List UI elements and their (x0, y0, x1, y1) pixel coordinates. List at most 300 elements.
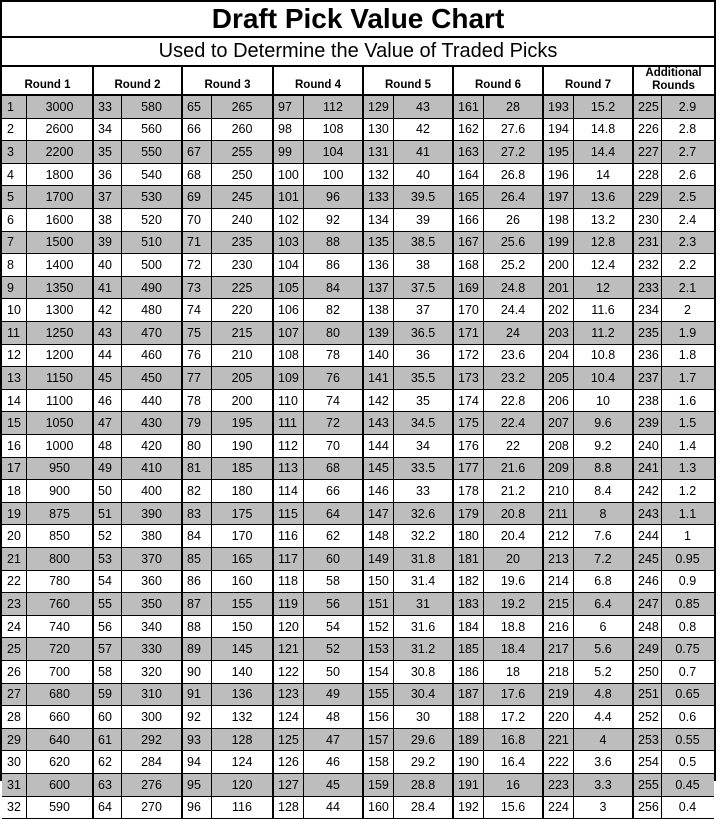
pick-value: 284 (141, 755, 162, 770)
pick-value: 1400 (45, 257, 74, 272)
pick-number: 136 (368, 257, 389, 272)
table-row (2, 684, 714, 707)
pick-number: 225 (633, 96, 661, 118)
pick-number: 203 (543, 322, 573, 344)
column-header: Round 7 (543, 65, 633, 96)
pick-number: 156 (368, 709, 389, 724)
pick-number: 252 (638, 709, 659, 724)
pick-number: 230 (638, 212, 659, 227)
pick-value: 2.4 (678, 212, 697, 227)
pick-number: 79 (182, 412, 211, 434)
pick-value: 31.4 (410, 574, 436, 589)
pick-value: 350 (121, 593, 182, 615)
pick-value: 950 (26, 458, 93, 480)
pick-number: 45 (93, 367, 121, 389)
pick-number: 88 (187, 619, 201, 634)
pick-value: 13.2 (590, 212, 616, 227)
pick-value: 6.8 (594, 574, 612, 589)
pick-number: 238 (638, 393, 659, 408)
pick-value: 5.2 (594, 664, 612, 679)
pick-number: 243 (633, 503, 661, 525)
pick-number: 53 (93, 548, 121, 570)
pick-value: 25.6 (483, 232, 543, 254)
pick-number: 36 (98, 167, 112, 182)
pick-value: 320 (141, 664, 162, 679)
pick-value: 0.45 (661, 774, 714, 796)
pick-number: 200 (548, 257, 569, 272)
pick-number: 129 (363, 96, 393, 118)
pick-value: 10 (596, 393, 610, 408)
pick-number: 18 (7, 483, 21, 498)
cell-divider (393, 96, 394, 819)
pick-value: 0.85 (661, 593, 714, 615)
pick-value: 4.8 (573, 684, 633, 706)
pick-number: 19 (2, 503, 26, 525)
pick-value: 2.3 (661, 232, 714, 254)
pick-number: 115 (273, 503, 303, 525)
pick-number: 34 (98, 122, 112, 137)
pick-number: 72 (187, 257, 201, 272)
pick-number: 57 (93, 638, 121, 660)
column-header: Round 4 (273, 65, 363, 96)
pick-value: 450 (121, 367, 182, 389)
pick-value: 19.2 (483, 593, 543, 615)
pick-value: 132 (231, 709, 253, 724)
pick-number: 183 (453, 593, 483, 615)
table-row (2, 141, 714, 164)
pick-value: 1.9 (661, 322, 714, 344)
pick-number: 90 (187, 664, 201, 679)
pick-number: 219 (543, 684, 573, 706)
pick-value: 1700 (26, 186, 93, 208)
pick-value: 21.6 (483, 458, 543, 480)
chart-title: Draft Pick Value Chart (2, 2, 714, 38)
pick-value: 76 (303, 367, 363, 389)
pick-number: 127 (273, 774, 303, 796)
pick-value: 2600 (45, 122, 74, 137)
column-header: Round 1 (2, 65, 93, 96)
pick-value: 300 (141, 709, 162, 724)
pick-value: 31 (393, 593, 453, 615)
pick-value: 225 (211, 277, 273, 299)
pick-value: 360 (141, 574, 162, 589)
pick-value: 15.6 (500, 800, 526, 815)
pick-number: 104 (278, 257, 299, 272)
pick-value: 68 (303, 458, 363, 480)
pick-number: 23 (2, 593, 26, 615)
pick-value: 6.4 (573, 593, 633, 615)
pick-number: 60 (98, 709, 112, 724)
group-divider (452, 65, 454, 819)
pick-number: 110 (278, 393, 298, 408)
pick-number: 38 (98, 212, 112, 227)
pick-value: 128 (211, 729, 273, 751)
pick-value: 5.6 (573, 638, 633, 660)
group-divider (181, 65, 183, 819)
pick-number: 67 (182, 141, 211, 163)
table-row (2, 729, 714, 752)
table-row (2, 503, 714, 526)
pick-value: 700 (49, 664, 70, 679)
pick-number: 94 (187, 755, 201, 770)
pick-number: 118 (278, 574, 298, 589)
pick-number: 86 (187, 574, 201, 589)
pick-number: 158 (368, 755, 389, 770)
pick-value: 26 (506, 212, 520, 227)
pick-number: 221 (543, 729, 573, 751)
pick-value: 16.8 (483, 729, 543, 751)
pick-value: 480 (141, 303, 162, 318)
pick-value: 680 (26, 684, 93, 706)
pick-value: 50 (326, 664, 340, 679)
pick-number: 111 (273, 412, 303, 434)
pick-value: 14 (596, 167, 610, 182)
pick-number: 55 (93, 593, 121, 615)
pick-number: 172 (458, 348, 479, 363)
pick-number: 73 (182, 277, 211, 299)
column-header: Round 2 (93, 65, 182, 96)
pick-number: 41 (93, 277, 121, 299)
table-row (2, 458, 714, 481)
pick-value: 1250 (26, 322, 93, 344)
pick-number: 178 (458, 483, 479, 498)
pick-value: 155 (211, 593, 273, 615)
pick-value: 220 (231, 303, 253, 318)
pick-number: 93 (182, 729, 211, 751)
pick-number: 7 (2, 232, 26, 254)
pick-number: 245 (633, 548, 661, 570)
pick-number: 198 (548, 212, 569, 227)
pick-value: 900 (49, 483, 70, 498)
pick-number: 121 (273, 638, 303, 660)
pick-number: 208 (548, 438, 569, 453)
pick-number: 161 (453, 96, 483, 118)
pick-value: 8 (573, 503, 633, 525)
pick-number: 83 (182, 503, 211, 525)
pick-value: 54 (326, 619, 340, 634)
pick-number: 9 (2, 277, 26, 299)
pick-value: 190 (231, 438, 253, 453)
pick-value: 22.8 (500, 393, 526, 408)
pick-number: 140 (368, 348, 389, 363)
pick-value: 14.4 (573, 141, 633, 163)
pick-number: 25 (2, 638, 26, 660)
pick-number: 130 (368, 122, 389, 137)
pick-number: 144 (368, 438, 389, 453)
pick-number: 256 (638, 800, 659, 815)
pick-value: 200 (231, 393, 253, 408)
pick-number: 235 (633, 322, 661, 344)
pick-value: 46 (326, 755, 340, 770)
pick-number: 255 (633, 774, 661, 796)
pick-value: 47 (303, 729, 363, 751)
pick-value: 12.4 (590, 257, 616, 272)
pick-value: 0.95 (661, 548, 714, 570)
pick-number: 169 (453, 277, 483, 299)
pick-value: 27.2 (483, 141, 543, 163)
pick-value: 740 (49, 619, 70, 634)
pick-number: 160 (368, 800, 389, 815)
pick-value: 560 (141, 122, 162, 137)
pick-number: 192 (458, 800, 479, 815)
pick-value: 17.6 (483, 684, 543, 706)
table-row (2, 548, 714, 571)
pick-number: 124 (278, 709, 299, 724)
pick-value: 205 (211, 367, 273, 389)
pick-number: 95 (182, 774, 211, 796)
pick-number: 96 (187, 800, 201, 815)
pick-value: 1150 (26, 367, 93, 389)
pick-value: 540 (141, 167, 162, 182)
pick-value: 2.7 (661, 141, 714, 163)
group-divider (632, 65, 634, 819)
pick-number: 143 (363, 412, 393, 434)
pick-value: 0.55 (661, 729, 714, 751)
pick-value: 215 (211, 322, 273, 344)
pick-number: 35 (93, 141, 121, 163)
pick-number: 141 (363, 367, 393, 389)
pick-value: 0.65 (661, 684, 714, 706)
pick-value: 48 (326, 709, 340, 724)
pick-value: 1.3 (661, 458, 714, 480)
pick-number: 1 (2, 96, 26, 118)
pick-value: 25.2 (500, 257, 526, 272)
pick-number: 138 (368, 303, 389, 318)
pick-value: 185 (211, 458, 273, 480)
pick-value: 16 (483, 774, 543, 796)
pick-value: 11.2 (573, 322, 633, 344)
table-row (2, 186, 714, 209)
pick-number: 139 (363, 322, 393, 344)
pick-value: 260 (231, 122, 253, 137)
pick-value: 165 (211, 548, 273, 570)
pick-number: 223 (543, 774, 573, 796)
pick-number: 103 (273, 232, 303, 254)
pick-number: 16 (7, 438, 21, 453)
pick-number: 4 (7, 167, 14, 182)
pick-number: 82 (187, 483, 201, 498)
pick-value: 3 (599, 800, 607, 815)
pick-number: 84 (187, 529, 201, 544)
pick-number: 52 (98, 529, 112, 544)
pick-number: 48 (98, 438, 112, 453)
table-row (2, 367, 714, 390)
pick-number: 211 (543, 503, 573, 525)
pick-number: 47 (93, 412, 121, 434)
pick-value: 720 (26, 638, 93, 660)
pick-number: 49 (93, 458, 121, 480)
pick-number: 186 (458, 664, 479, 679)
pick-number: 197 (543, 186, 573, 208)
pick-value: 34.5 (393, 412, 453, 434)
pick-number: 54 (98, 574, 112, 589)
pick-number: 10 (7, 303, 21, 318)
table-row (2, 751, 714, 774)
pick-number: 77 (182, 367, 211, 389)
pick-number: 244 (638, 529, 659, 544)
pick-number: 17 (2, 458, 26, 480)
pick-value: 39.5 (393, 186, 453, 208)
pick-value: 66 (326, 483, 340, 498)
pick-number: 5 (2, 186, 26, 208)
pick-value: 31.8 (393, 548, 453, 570)
pick-value: 1.4 (678, 438, 697, 453)
group-divider (542, 65, 544, 819)
pick-number: 125 (273, 729, 303, 751)
pick-value: 240 (231, 212, 253, 227)
pick-value: 0.8 (678, 619, 697, 634)
pick-number: 85 (182, 548, 211, 570)
pick-number: 61 (93, 729, 121, 751)
pick-value: 112 (303, 96, 363, 118)
pick-number: 173 (453, 367, 483, 389)
pick-number: 171 (453, 322, 483, 344)
pick-value: 1800 (45, 167, 74, 182)
pick-number: 122 (278, 664, 299, 679)
pick-number: 153 (363, 638, 393, 660)
table-row (2, 774, 714, 797)
pick-value: 180 (231, 483, 253, 498)
pick-number: 205 (543, 367, 573, 389)
pick-number: 164 (458, 167, 479, 182)
table-row (2, 209, 714, 232)
pick-value: 1000 (45, 438, 74, 453)
table-row (2, 706, 714, 729)
pick-number: 29 (2, 729, 26, 751)
pick-value: 160 (231, 574, 253, 589)
pick-value: 3.3 (573, 774, 633, 796)
pick-number: 31 (2, 774, 26, 796)
pick-number: 249 (633, 638, 661, 660)
pick-number: 247 (633, 593, 661, 615)
pick-number: 207 (543, 412, 573, 434)
pick-value: 1200 (45, 348, 74, 363)
pick-value: 2.8 (678, 122, 697, 137)
pick-value: 2.6 (678, 167, 697, 182)
pick-value: 30 (416, 709, 430, 724)
pick-number: 254 (638, 755, 659, 770)
pick-number: 237 (633, 367, 661, 389)
cell-divider (483, 96, 484, 819)
pick-number: 166 (458, 212, 479, 227)
pick-number: 107 (273, 322, 303, 344)
pick-value: 7.2 (573, 548, 633, 570)
pick-value: 13.6 (573, 186, 633, 208)
pick-value: 145 (211, 638, 273, 660)
column-header: Additional Rounds (633, 65, 714, 96)
pick-number: 167 (453, 232, 483, 254)
pick-number: 253 (633, 729, 661, 751)
pick-value: 36 (416, 348, 430, 363)
pick-value: 86 (326, 257, 340, 272)
pick-number: 206 (548, 393, 569, 408)
table-row (2, 661, 714, 684)
pick-number: 188 (458, 709, 479, 724)
table-row (2, 571, 714, 594)
pick-number: 33 (93, 96, 121, 118)
pick-value: 235 (211, 232, 273, 254)
pick-number: 196 (548, 167, 569, 182)
pick-value: 80 (303, 322, 363, 344)
pick-value: 780 (49, 574, 70, 589)
pick-value: 24.4 (500, 303, 526, 318)
table-row (2, 299, 714, 322)
pick-number: 177 (453, 458, 483, 480)
pick-value: 70 (326, 438, 340, 453)
pick-number: 13 (2, 367, 26, 389)
pick-number: 190 (458, 755, 479, 770)
pick-number: 80 (187, 438, 201, 453)
pick-value: 58 (326, 574, 340, 589)
pick-value: 1 (684, 529, 691, 544)
pick-value: 875 (26, 503, 93, 525)
pick-value: 52 (303, 638, 363, 660)
pick-number: 98 (278, 122, 292, 137)
pick-value: 32.2 (410, 529, 436, 544)
pick-value: 0.75 (661, 638, 714, 660)
pick-value: 370 (121, 548, 182, 570)
pick-value: 580 (121, 96, 182, 118)
pick-number: 216 (548, 619, 569, 634)
pick-value: 20.4 (500, 529, 526, 544)
pick-value: 330 (121, 638, 182, 660)
pick-number: 215 (543, 593, 573, 615)
pick-number: 137 (363, 277, 393, 299)
pick-value: 245 (211, 186, 273, 208)
pick-value: 170 (231, 529, 253, 544)
table-row (2, 616, 714, 639)
pick-number: 51 (93, 503, 121, 525)
pick-value: 850 (49, 529, 70, 544)
pick-value: 74 (326, 393, 340, 408)
pick-number: 112 (278, 438, 298, 453)
pick-number: 135 (363, 232, 393, 254)
chart-subtitle: Used to Determine the Value of Traded Picks (2, 38, 714, 67)
pick-number: 30 (7, 755, 21, 770)
pick-number: 70 (187, 212, 201, 227)
pick-number: 6 (7, 212, 14, 227)
table-row (2, 638, 714, 661)
pick-value: 16.4 (500, 755, 526, 770)
pick-value: 12.8 (573, 232, 633, 254)
pick-value: 0.9 (678, 574, 697, 589)
pick-value: 490 (121, 277, 182, 299)
pick-number: 152 (368, 619, 389, 634)
pick-number: 106 (278, 303, 299, 318)
pick-value: 49 (303, 684, 363, 706)
pick-value: 17.2 (500, 709, 526, 724)
pick-number: 81 (182, 458, 211, 480)
pick-value: 28 (483, 96, 543, 118)
pick-value: 14.8 (590, 122, 616, 137)
pick-value: 56 (303, 593, 363, 615)
pick-number: 20 (7, 529, 21, 544)
table-row (2, 277, 714, 300)
pick-value: 62 (326, 529, 340, 544)
pick-number: 14 (7, 393, 21, 408)
pick-value: 35 (416, 393, 430, 408)
pick-value: 28.8 (393, 774, 453, 796)
pick-number: 147 (363, 503, 393, 525)
pick-number: 185 (453, 638, 483, 660)
pick-value: 1100 (46, 393, 73, 408)
pick-number: 157 (363, 729, 393, 751)
pick-value: 195 (211, 412, 273, 434)
pick-value: 2.5 (661, 186, 714, 208)
pick-value: 265 (211, 96, 273, 118)
pick-value: 41 (393, 141, 453, 163)
pick-value: 88 (303, 232, 363, 254)
